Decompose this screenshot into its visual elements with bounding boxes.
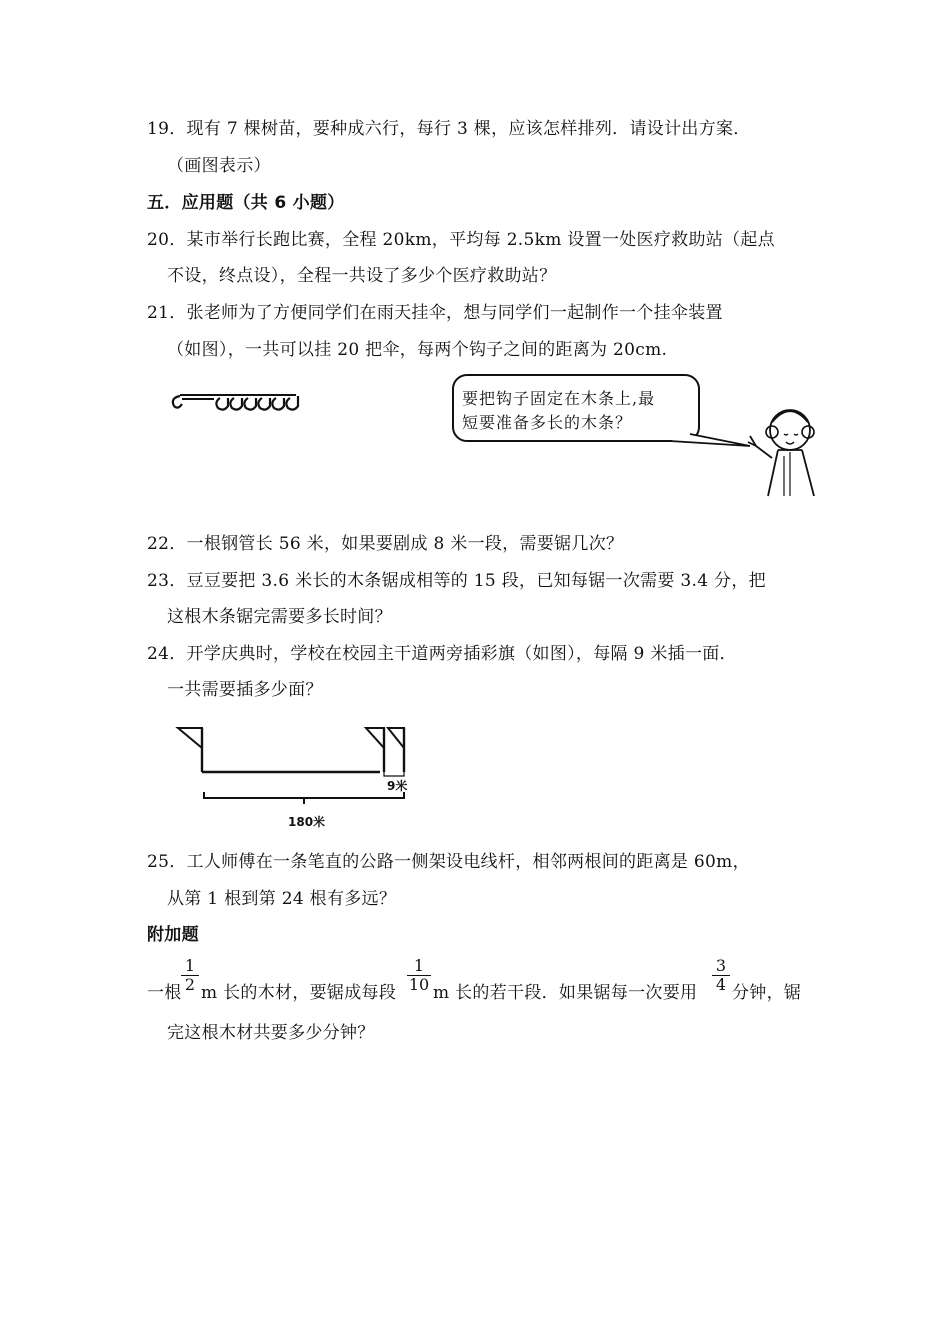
q25-line1: 25．工人师傅在一条笔直的公路一侧架设电线杆，相邻两根间的距离是 60m， — [147, 852, 750, 872]
q19-line1: 19．现有 7 棵树苗，要种成六行，每行 3 棵，应该怎样排列．请设计出方案． — [147, 119, 751, 139]
flags-road-figure — [170, 722, 420, 834]
extra-seg4: 分钟，锯 — [732, 983, 802, 1003]
fraction-tenth — [405, 957, 433, 994]
section-title: 五．应用题（共 6 小题） — [147, 193, 345, 213]
speech-line1: 要把钩子固定在木条上,最 — [462, 389, 656, 408]
q21-line1: 21．张老师为了方便同学们在雨天挂伞，想与同学们一起制作一个挂伞装置 — [147, 303, 723, 323]
gap-label: 9米 — [387, 779, 408, 793]
q23-line2: 这根木条锯完需要多长时间？ — [167, 607, 392, 627]
q23-line1: 23．豆豆要把 3.6 米长的木条锯成相等的 15 段，已知每锯一次需要 3.4 分，把 — [147, 571, 766, 591]
frac1-num: 1 — [184, 956, 196, 975]
q20-line2: 不设，终点设），全程一共设了多少个医疗救助站？ — [167, 266, 557, 286]
umbrella-hooks-figure — [168, 386, 308, 416]
frac1-den: 2 — [184, 975, 196, 994]
q25-line2: 从第 1 根到第 24 根有多远？ — [167, 889, 397, 909]
q21-line2: （如图），一共可以挂 20 把伞，每两个钩子之间的距离为 20cm. — [167, 340, 668, 360]
total-label: 180米 — [288, 815, 326, 829]
frac2-num: 1 — [413, 956, 425, 975]
q24-line2: 一共需要插多少面？ — [167, 680, 323, 700]
extra-seg2: m 长的木材，要锯成每段 — [201, 983, 397, 1003]
extra-title: 附加题 — [147, 925, 199, 945]
q20-line1: 20．某市举行长跑比赛，全程 20km，平均每 2.5km 设置一处医疗救助站（起点 — [147, 230, 775, 250]
frac2-den: 10 — [408, 975, 430, 994]
speech-line2: 短要准备多长的木条？ — [462, 413, 633, 432]
extra-line2: 完这根木材共要多少分钟？ — [167, 1023, 375, 1043]
q24-line1: 24．开学庆典时，学校在校园主干道两旁插彩旗（如图），每隔 9 米插一面． — [147, 644, 737, 664]
extra-seg1: 一根 — [147, 983, 182, 1003]
extra-seg3: m 长的若干段．如果锯每一次要用 — [433, 983, 698, 1003]
frac3-num: 3 — [715, 956, 727, 975]
fraction-three-quarters — [710, 957, 732, 994]
frac3-den: 4 — [715, 975, 727, 994]
fraction-half — [179, 957, 201, 994]
q19-line2: （画图表示） — [167, 156, 271, 176]
q22-line1: 22．一根钢管长 56 米，如果要剧成 8 米一段，需要锯几次？ — [147, 534, 624, 554]
